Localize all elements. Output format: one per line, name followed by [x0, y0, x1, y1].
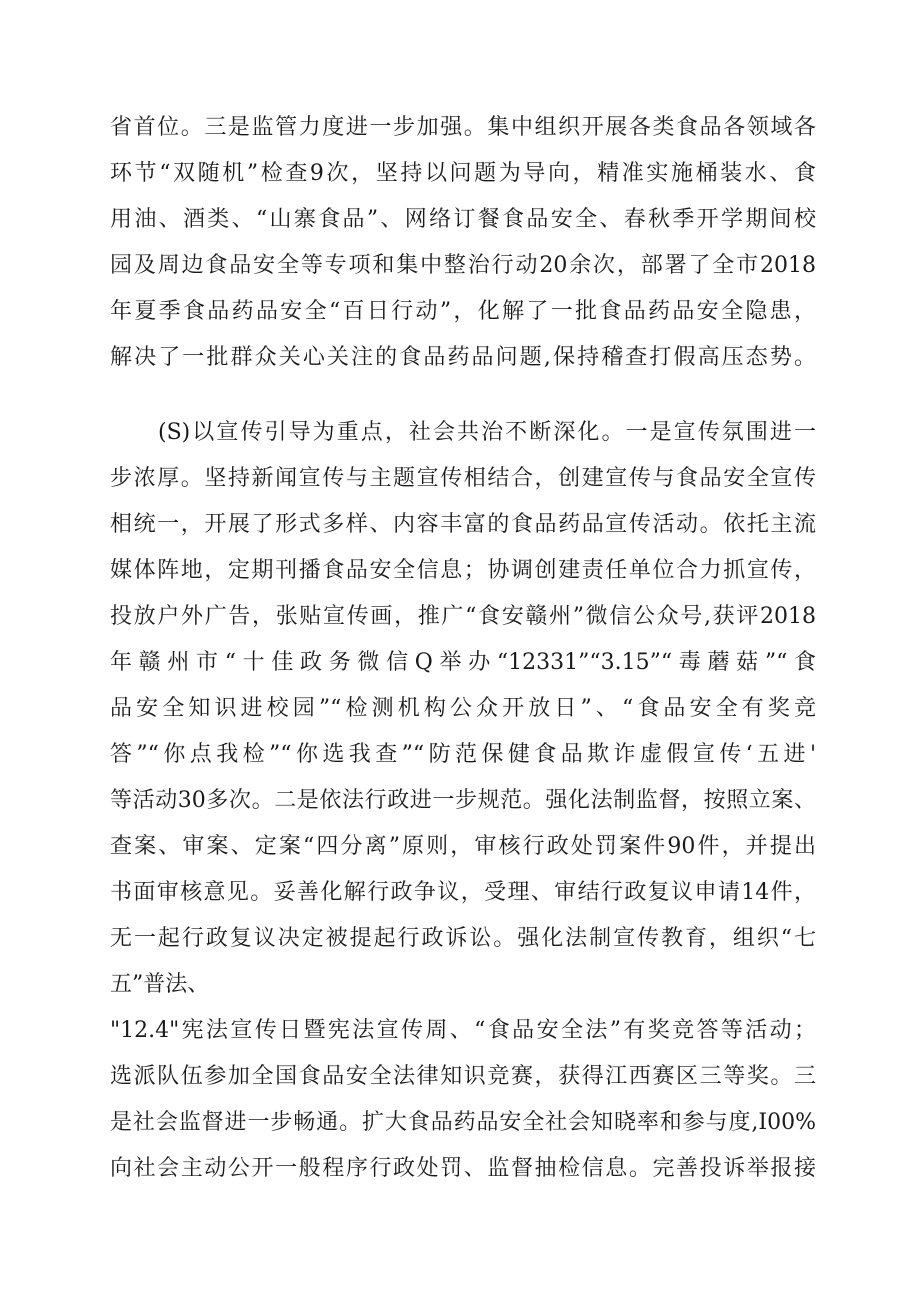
text-line-4: 园及周边食品安全等专项和集中整治行动20余次，部署了全市2018: [110, 253, 816, 278]
paragraph-heading-line: (S)以宣传引导为重点，社会共治不断深化。一是宣传氛围进一: [158, 420, 816, 445]
text-line-1: 省首位。三是监管力度进一步加强。集中组织开展各类食品各领域各: [110, 115, 816, 140]
text-line-13: 品安全知识进校园”“检测机构公众开放日”、“食品安全有奖竞: [110, 696, 816, 721]
text-line-9: 相统一，开展了形式多样、内容丰富的食品药品宣传活动。依托主流: [110, 512, 816, 537]
text-line-23: 向社会主动公开一般程序行政处罚、监督抽检信息。完善投诉举报接: [110, 1156, 816, 1181]
text-line-15: 等活动30多次。二是依法行政进一步规范。强化法制监督，按照立案、: [110, 788, 816, 813]
text-line-14: 答”“你点我检”“你选我查”“防范保健食品欺诈虚假宣传‘五进': [110, 742, 816, 767]
text-line-16: 查案、审案、定案“四分离”原则，审核行政处罚案件90件，并提出: [110, 834, 816, 859]
text-line-19: 五”普法、: [110, 972, 210, 997]
text-line-18: 无一起行政复议决定被提起行政诉讼。强化法制宣传教育，组织“七: [110, 926, 816, 951]
text-line-3: 用油、酒类、“山寨食品”、网络订餐食品安全、春秋季开学期间校: [110, 207, 816, 232]
text-line-21: 选派队伍参加全国食品安全法律知识竞赛，获得江西赛区三等奖。三: [110, 1064, 816, 1089]
text-line-5: 年夏季食品药品安全“百日行动”，化解了一批食品药品安全隐患，: [110, 299, 816, 324]
text-line-10: 媒体阵地，定期刊播食品安全信息；协调创建责任单位合力抓宣传，: [110, 558, 816, 583]
text-line-6: 解决了一批群众关心关注的食品药品问题,保持稽查打假高压态势。: [110, 345, 816, 370]
text-line-12: 年赣州市“十佳政务微信Q举办“12331”“3.15”“毒蘑菇”“食: [110, 650, 816, 675]
text-line-17: 书面审核意见。妥善化解行政争议，受理、审结行政复议申请14件，: [110, 880, 816, 905]
text-line-2: 环节“双随机”检查9次，坚持以问题为导向，精准实施桶装水、食: [110, 161, 816, 186]
text-line-22: 是社会监督进一步畅通。扩大食品药品安全社会知晓率和参与度,I00%: [110, 1110, 816, 1135]
text-line-8: 步浓厚。坚持新闻宣传与主题宣传相结合，创建宣传与食品安全宣传: [110, 466, 816, 491]
text-line-20: "12.4"宪法宣传日暨宪法宣传周、“食品安全法”有奖竞答等活动；: [110, 1018, 816, 1043]
text-line-11: 投放户外广告，张贴宣传画，推广“食安赣州”微信公众号,获评2018: [110, 604, 816, 629]
